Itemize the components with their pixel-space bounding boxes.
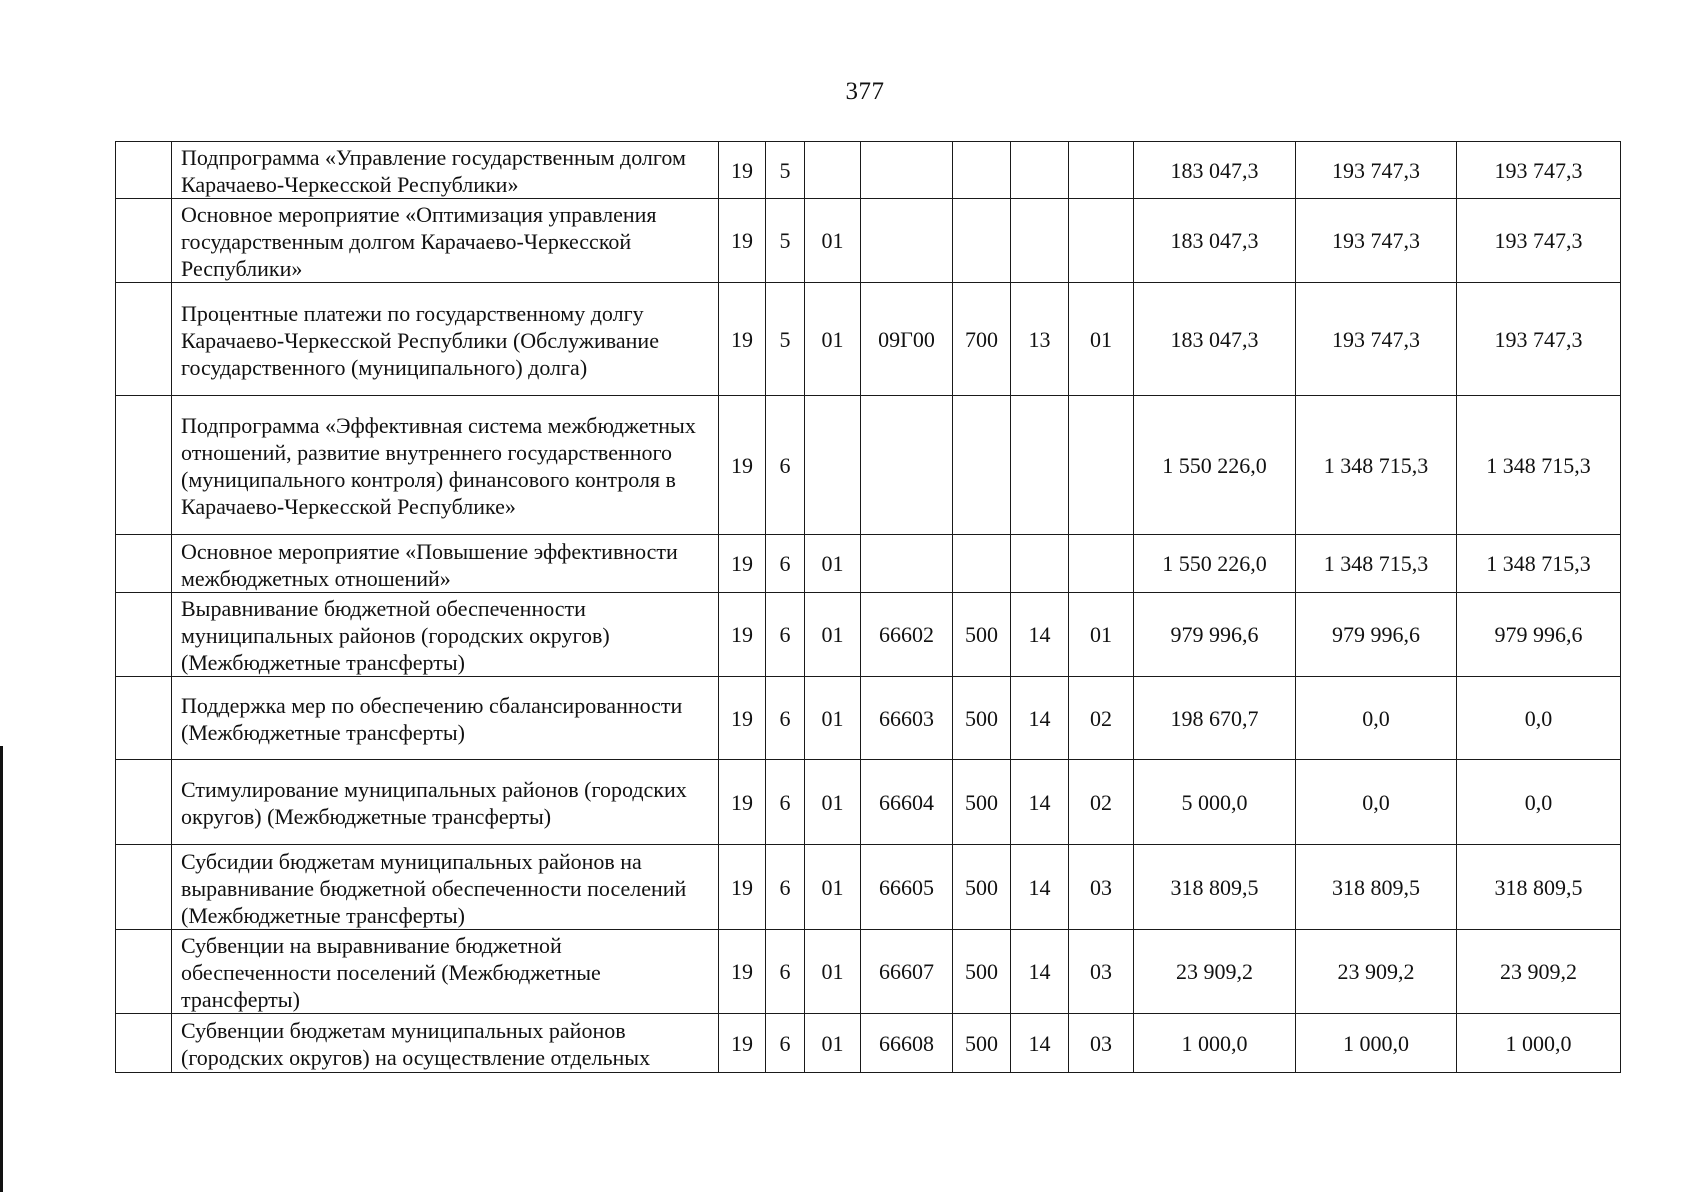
amount-cell: 979 996,6 bbox=[1457, 593, 1621, 677]
amount-cell: 1 348 715,3 bbox=[1457, 535, 1621, 593]
amount-cell: 318 809,5 bbox=[1457, 845, 1621, 930]
description-cell: Субвенции на выравнивание бюджетной обеспеченности поселений (Межбюджетные трансферты) bbox=[172, 930, 719, 1014]
code-cell: 14 bbox=[1011, 930, 1069, 1014]
code-cell: 01 bbox=[1069, 593, 1134, 677]
table-row bbox=[116, 535, 1621, 593]
amount-cell: 23 909,2 bbox=[1134, 930, 1296, 1014]
table-row bbox=[116, 593, 1621, 677]
amount-cell: 1 000,0 bbox=[1296, 1014, 1457, 1073]
code-cell: 500 bbox=[953, 930, 1011, 1014]
code-cell bbox=[953, 535, 1011, 593]
code-cell: 6 bbox=[766, 1014, 805, 1073]
description-cell: Процентные платежи по государственному долгу Карачаево-Черкесской Республики (Обслуживание государственного (муниципального) долга) bbox=[172, 283, 719, 396]
table-row bbox=[116, 677, 1621, 760]
code-cell: 14 bbox=[1011, 593, 1069, 677]
code-cell: 500 bbox=[953, 845, 1011, 930]
code-cell: 66602 bbox=[861, 593, 953, 677]
amount-cell: 183 047,3 bbox=[1134, 283, 1296, 396]
code-cell bbox=[805, 142, 861, 199]
row-number-cell bbox=[116, 677, 172, 760]
table-row bbox=[116, 930, 1621, 1014]
code-cell bbox=[953, 142, 1011, 199]
code-cell bbox=[861, 396, 953, 535]
code-cell bbox=[1011, 535, 1069, 593]
amount-cell: 198 670,7 bbox=[1134, 677, 1296, 760]
code-cell: 19 bbox=[719, 845, 766, 930]
code-cell: 6 bbox=[766, 760, 805, 845]
code-cell: 500 bbox=[953, 760, 1011, 845]
amount-cell: 318 809,5 bbox=[1296, 845, 1457, 930]
amount-cell: 1 348 715,3 bbox=[1457, 396, 1621, 535]
description-cell: Субвенции бюджетам муниципальных районов (городских округов) на осуществление отдельных bbox=[172, 1014, 719, 1073]
row-number-cell bbox=[116, 199, 172, 283]
code-cell bbox=[1011, 396, 1069, 535]
code-cell: 500 bbox=[953, 1014, 1011, 1073]
code-cell: 19 bbox=[719, 760, 766, 845]
amount-cell: 318 809,5 bbox=[1134, 845, 1296, 930]
code-cell: 01 bbox=[805, 930, 861, 1014]
code-cell: 19 bbox=[719, 199, 766, 283]
amount-cell: 183 047,3 bbox=[1134, 199, 1296, 283]
amount-cell: 979 996,6 bbox=[1134, 593, 1296, 677]
code-cell bbox=[1069, 199, 1134, 283]
code-cell bbox=[953, 396, 1011, 535]
row-number-cell bbox=[116, 760, 172, 845]
code-cell bbox=[861, 535, 953, 593]
budget-table bbox=[115, 141, 1621, 1073]
amount-cell: 979 996,6 bbox=[1296, 593, 1457, 677]
row-number-cell bbox=[116, 396, 172, 535]
description-cell: Основное мероприятие «Оптимизация управления государственным долгом Карачаево-Черкесской Республики» bbox=[172, 199, 719, 283]
amount-cell: 193 747,3 bbox=[1296, 199, 1457, 283]
row-number-cell bbox=[116, 535, 172, 593]
code-cell: 6 bbox=[766, 396, 805, 535]
code-cell: 5 bbox=[766, 142, 805, 199]
code-cell: 700 bbox=[953, 283, 1011, 396]
code-cell: 03 bbox=[1069, 1014, 1134, 1073]
code-cell: 13 bbox=[1011, 283, 1069, 396]
amount-cell: 1 000,0 bbox=[1134, 1014, 1296, 1073]
code-cell: 66604 bbox=[861, 760, 953, 845]
row-number-cell bbox=[116, 593, 172, 677]
amount-cell: 1 348 715,3 bbox=[1296, 396, 1457, 535]
amount-cell: 1 348 715,3 bbox=[1296, 535, 1457, 593]
code-cell: 6 bbox=[766, 930, 805, 1014]
description-cell: Подпрограмма «Управление государственным долгом Карачаево-Черкесской Республики» bbox=[172, 142, 719, 199]
code-cell: 01 bbox=[805, 593, 861, 677]
code-cell: 19 bbox=[719, 593, 766, 677]
amount-cell: 0,0 bbox=[1296, 677, 1457, 760]
code-cell: 19 bbox=[719, 535, 766, 593]
page-number: 377 bbox=[845, 78, 885, 105]
code-cell bbox=[1011, 142, 1069, 199]
row-number-cell bbox=[116, 845, 172, 930]
code-cell: 19 bbox=[719, 930, 766, 1014]
code-cell bbox=[1011, 199, 1069, 283]
code-cell bbox=[1069, 142, 1134, 199]
code-cell: 01 bbox=[805, 535, 861, 593]
code-cell: 6 bbox=[766, 677, 805, 760]
table-row bbox=[116, 142, 1621, 199]
table-row bbox=[116, 396, 1621, 535]
amount-cell: 193 747,3 bbox=[1457, 199, 1621, 283]
table-row bbox=[116, 1014, 1621, 1073]
code-cell: 02 bbox=[1069, 677, 1134, 760]
table-row bbox=[116, 283, 1621, 396]
row-number-cell bbox=[116, 930, 172, 1014]
code-cell: 66605 bbox=[861, 845, 953, 930]
table-row bbox=[116, 760, 1621, 845]
code-cell: 19 bbox=[719, 142, 766, 199]
amount-cell: 1 550 226,0 bbox=[1134, 535, 1296, 593]
description-cell: Подпрограмма «Эффективная система межбюджетных отношений, развитие внутреннего государственного (муниципального контроля) финансового контроля в Карачаево-Черкесской Республике» bbox=[172, 396, 719, 535]
code-cell: 01 bbox=[805, 677, 861, 760]
amount-cell: 0,0 bbox=[1457, 677, 1621, 760]
amount-cell: 193 747,3 bbox=[1296, 283, 1457, 396]
code-cell: 14 bbox=[1011, 1014, 1069, 1073]
description-cell: Поддержка мер по обеспечению сбалансированности (Межбюджетные трансферты) bbox=[172, 677, 719, 760]
code-cell: 6 bbox=[766, 593, 805, 677]
amount-cell: 1 000,0 bbox=[1457, 1014, 1621, 1073]
binder-line bbox=[0, 746, 3, 1192]
amount-cell: 193 747,3 bbox=[1457, 283, 1621, 396]
code-cell: 500 bbox=[953, 677, 1011, 760]
description-cell: Субсидии бюджетам муниципальных районов на выравнивание бюджетной обеспеченности поселений (Межбюджетные трансферты) bbox=[172, 845, 719, 930]
code-cell bbox=[861, 199, 953, 283]
description-cell: Выравнивание бюджетной обеспеченности муниципальных районов (городских округов) (Межбюджетные трансферты) bbox=[172, 593, 719, 677]
code-cell: 01 bbox=[805, 1014, 861, 1073]
amount-cell: 183 047,3 bbox=[1134, 142, 1296, 199]
code-cell: 500 bbox=[953, 593, 1011, 677]
amount-cell: 193 747,3 bbox=[1296, 142, 1457, 199]
code-cell: 19 bbox=[719, 396, 766, 535]
code-cell: 5 bbox=[766, 283, 805, 396]
code-cell: 01 bbox=[805, 845, 861, 930]
amount-cell: 0,0 bbox=[1457, 760, 1621, 845]
code-cell: 6 bbox=[766, 535, 805, 593]
description-cell: Стимулирование муниципальных районов (городских округов) (Межбюджетные трансферты) bbox=[172, 760, 719, 845]
code-cell bbox=[953, 199, 1011, 283]
amount-cell: 1 550 226,0 bbox=[1134, 396, 1296, 535]
code-cell: 66603 bbox=[861, 677, 953, 760]
table-row bbox=[116, 199, 1621, 283]
amount-cell: 193 747,3 bbox=[1457, 142, 1621, 199]
code-cell: 01 bbox=[805, 199, 861, 283]
amount-cell: 5 000,0 bbox=[1134, 760, 1296, 845]
code-cell bbox=[861, 142, 953, 199]
amount-cell: 23 909,2 bbox=[1457, 930, 1621, 1014]
code-cell bbox=[1069, 396, 1134, 535]
code-cell: 09Г00 bbox=[861, 283, 953, 396]
code-cell: 66607 bbox=[861, 930, 953, 1014]
code-cell: 02 bbox=[1069, 760, 1134, 845]
code-cell: 5 bbox=[766, 199, 805, 283]
row-number-cell bbox=[116, 283, 172, 396]
row-number-cell bbox=[116, 1014, 172, 1073]
code-cell: 01 bbox=[805, 283, 861, 396]
table-row bbox=[116, 845, 1621, 930]
code-cell: 03 bbox=[1069, 930, 1134, 1014]
code-cell: 01 bbox=[805, 760, 861, 845]
code-cell: 19 bbox=[719, 677, 766, 760]
code-cell bbox=[805, 396, 861, 535]
code-cell: 19 bbox=[719, 1014, 766, 1073]
amount-cell: 23 909,2 bbox=[1296, 930, 1457, 1014]
code-cell: 19 bbox=[719, 283, 766, 396]
code-cell: 01 bbox=[1069, 283, 1134, 396]
code-cell: 03 bbox=[1069, 845, 1134, 930]
code-cell: 14 bbox=[1011, 677, 1069, 760]
code-cell: 66608 bbox=[861, 1014, 953, 1073]
code-cell: 14 bbox=[1011, 845, 1069, 930]
code-cell: 14 bbox=[1011, 760, 1069, 845]
amount-cell: 0,0 bbox=[1296, 760, 1457, 845]
row-number-cell bbox=[116, 142, 172, 199]
code-cell: 6 bbox=[766, 845, 805, 930]
code-cell bbox=[1069, 535, 1134, 593]
description-cell: Основное мероприятие «Повышение эффективности межбюджетных отношений» bbox=[172, 535, 719, 593]
